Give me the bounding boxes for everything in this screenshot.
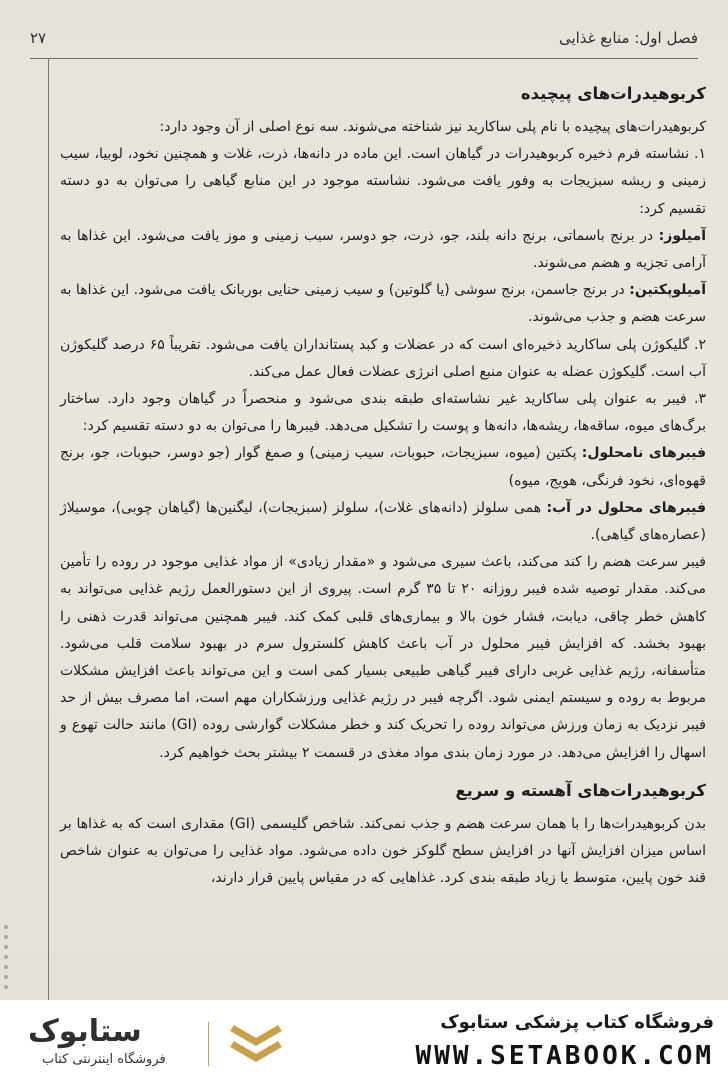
amylose-text: در برنج باسماتی، برنج دانه بلند، جو، ذرت، جو دوسر، سیب زمینی و موز یافت می‌شود. این غذاها به آرامی تجزیه و هضم می‌شوند. [60,227,706,272]
page-frame-line [48,58,49,1000]
paragraph-glycogen: ۲. گلیکوژن پلی ساکارید ذخیره‌ای است که در عضلات و کبد پستانداران یافت می‌شود. تقریباً ۶۵ درصد گلیکوژن آب است. گلیکوژن عضله به عنوان منبع اصلی انرژی عضلات فعال عمل می‌کند. [60,336,706,380]
amylopectin-text: در برنج جاسمن، برنج سوشی (یا گلوتین) و سیب زمینی حنایی بوربانک یافت می‌شود. این غذاها به سرعت هضم و جذب می‌شوند. [60,282,706,326]
paragraph-glycemic-index: بدن کربوهیدرات‌ها را با همان سرعت هضم و جذب نمی‌کند. شاخص گلیسمی (GI) مقداری است که به غذاها بر اساس میزان افزایش آنها در افزایش سطح گلوکز خون داده می‌شود. مواد غذایی را می‌توان به عنوان شاخص قند خون پایین، متوسط یا زیاد طبقه بندی کرد. غذاهایی که در مقیاس پایین قرار دارند، [60,815,706,887]
logo-wordmark: ستابوک [28,1014,142,1049]
store-brand [354,1012,714,1071]
section-heading-slow-fast-carbs: کربوهیدرات‌های آهسته و سریع [455,780,706,800]
paragraph-intro: کربوهیدرات‌های پیچیده با نام پلی ساکارید نیز شناخته می‌شوند. سه نوع اصلی از آن وجود دارد: [159,119,706,135]
insoluble-fiber-text: پکتین (میوه، سبزیجات، حبوبات، سیب زمینی) و صمغ گوار (جو دوسر، حبوبات، جو، برنج قهوه‌ای، نخود فرنگی، هویج، میوه) [60,445,706,489]
logo-subtitle: فروشگاه اینترنتی کتاب [42,1052,166,1067]
term-soluble-fiber: فیبرهای محلول در آب: [546,499,706,516]
logo-divider [208,1022,209,1066]
store-logo[interactable] [28,1014,298,1072]
paragraph-amylopectin [60,277,706,331]
page-header [30,18,698,59]
store-website-link[interactable]: WWW.SETABOOK.COM [415,1041,714,1071]
paragraph-fiber: ۳. فیبر به عنوان پلی ساکارید غیر نشاسته‌ای طبقه بندی می‌شود و منحصراً در گیاهان وجود دارد. ساختار برگ‌های میوه، ساقه‌ها، ریشه‌ها، دانه‌ها و پوست را تشکیل می‌دهد. فیبرها را می‌توان به دو دسته تقسیم کرد: [60,391,706,435]
section-heading-complex-carbs: کربوهیدرات‌های پیچیده [520,84,706,103]
paragraph-insoluble-fiber [60,440,706,494]
paragraph-soluble-fiber [60,495,706,549]
page-body [60,80,706,892]
page-number: ۲۷ [30,29,47,47]
term-amylose: آمیلوز: [658,227,706,244]
chapter-title: فصل اول: منابع غذایی [558,29,698,47]
store-footer-banner [0,1000,728,1080]
chevron-logo-icon [226,1020,286,1070]
term-amylopectin: آمیلوپکتین: [629,282,706,299]
paragraph-fiber-effects: فیبر سرعت هضم را کند می‌کند، باعث سیری می‌شود و «مقدار زیادی» از مواد غذایی موجود در روده را تأمین می‌کند. مقدار توصیه شده فیبر روزانه ۲۰ تا ۳۵ گرم است. پیروی از این دستورالعمل رژیم غذایی می‌تواند به کاهش خطر چاقی، دیابت، فشار خون بالا و بیماری‌های قلبی کمک کند. فیبر همچنین می‌تواند قدرت ذهنی را بهبود بخشد. که افزایش فیبر محلول در آب باعث کاهش کلسترول سرم در بهبود سلامت قلب می‌شود. متأسفانه، رژیم غذایی غربی دارای فیبر گیاهی طبیعی بسیار کمی است و این می‌تواند باعث افزایش مشکلات مربوط به روده و سیستم ایمنی شود. اگرچه فیبر در رژیم غذایی ورزشکاران مهم است، اما مصرف بیش از حد فیبر نزدیک به زمان ورزش می‌تواند روده را تحریک کند و خطر مشکلات گوارشی روده (GI) مانند حالت تهوع و اسهال را افزایش می‌دهد. در مورد زمان بندی مواد مغذی در قسمت ۲ بیشتر بحث خواهیم کرد. [60,554,706,761]
term-insoluble-fiber: فیبرهای نامحلول: [581,445,707,462]
margin-dots [4,925,10,989]
store-name: فروشگاه کتاب پزشکی ستابوک [440,1012,714,1033]
soluble-fiber-text: همی سلولز (دانه‌های غلات)، سلولز (سبزیجات)، لیگنین‌ها (گیاهان چوبی)، موسیلاژ (عصاره‌های گیاهی). [60,499,706,544]
paragraph-amylose [60,223,706,277]
paragraph-starch: ۱. نشاسته فرم ذخیره کربوهیدرات در گیاهان است. این ماده در دانه‌ها، ذرت، غلات و همچنین نخود، لوبیا، سیب زمینی و ریشه سبزیجات به وفور یافت می‌شود. نشاسته موجود در این منابع گیاهی را می‌توان به دو دسته تقسیم کرد: [60,146,706,217]
